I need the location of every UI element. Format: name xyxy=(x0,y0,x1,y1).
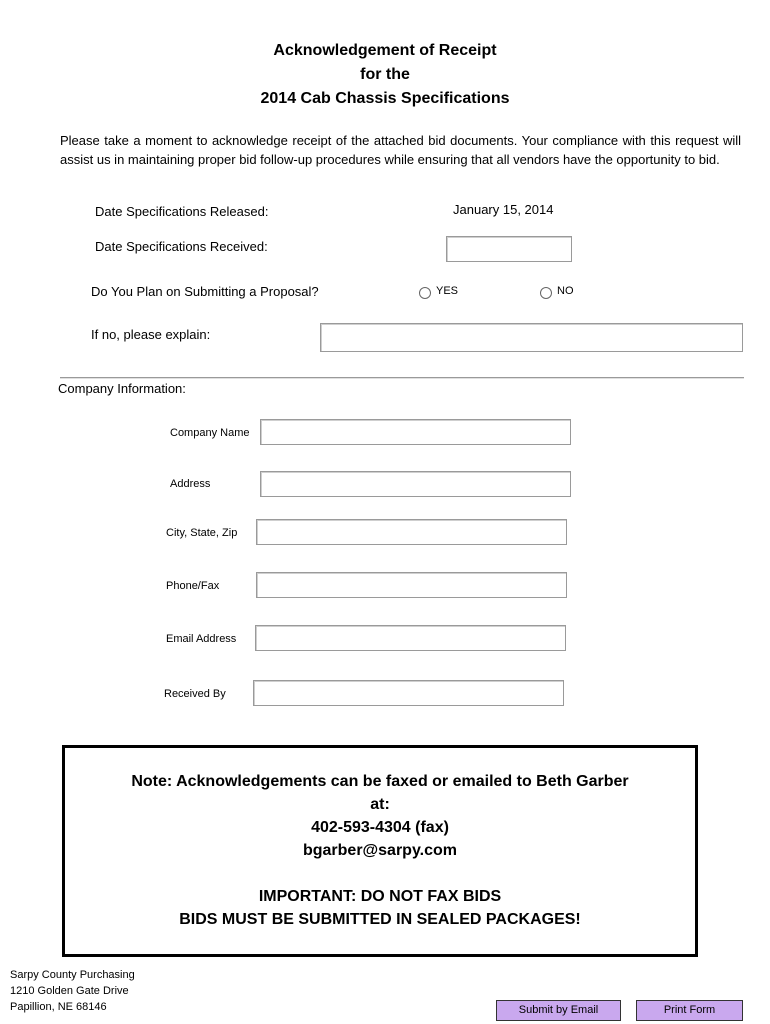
intro-paragraph: Please take a moment to acknowledge receipt of the attached bid documents. Your compliance with this request will assist us in maintaining proper bid follow-up procedures while ensuring that all vendors have the opportunity to bid. xyxy=(60,133,741,167)
city-state-zip-input[interactable] xyxy=(256,519,567,545)
note-fax: 402-593-4304 (fax) xyxy=(311,819,449,836)
received-by-input[interactable] xyxy=(253,680,564,706)
city-state-zip-label: City, State, Zip xyxy=(166,527,238,539)
note-line-1: Note: Acknowledgements can be faxed or emailed to Beth Garber xyxy=(131,773,629,790)
important-line-1: IMPORTANT: DO NOT FAX BIDS xyxy=(258,888,502,905)
note-line-2: at: xyxy=(370,796,390,813)
title-line-3: 2014 Cab Chassis Specifications xyxy=(260,90,510,107)
company-name-label: Company Name xyxy=(170,427,250,439)
print-form-button[interactable]: Print Form xyxy=(636,1000,743,1021)
note-email: bgarber@sarpy.com xyxy=(302,842,458,859)
submit-by-email-button[interactable]: Submit by Email xyxy=(496,1000,621,1021)
yes-radio[interactable] xyxy=(419,287,431,299)
company-name-input[interactable] xyxy=(260,419,571,445)
phone-fax-input[interactable] xyxy=(256,572,567,598)
footer-street: 1210 Golden Gate Drive xyxy=(10,985,129,997)
explain-label: If no, please explain: xyxy=(91,327,211,342)
footer-org: Sarpy County Purchasing xyxy=(10,969,135,981)
received-date-input[interactable] xyxy=(446,236,572,262)
address-input[interactable] xyxy=(260,471,571,497)
received-label: Date Specifications Received: xyxy=(95,239,268,254)
yes-label: YES xyxy=(436,285,459,297)
company-section-label: Company Information: xyxy=(58,381,186,396)
released-value: January 15, 2014 xyxy=(453,202,554,217)
footer-city: Papillion, NE 68146 xyxy=(10,1001,107,1013)
no-label: NO xyxy=(557,285,574,297)
address-label: Address xyxy=(170,478,211,490)
title-line-2: for the xyxy=(360,66,410,83)
explain-input[interactable] xyxy=(320,323,743,352)
section-divider xyxy=(60,377,744,379)
no-radio[interactable] xyxy=(540,287,552,299)
released-label: Date Specifications Released: xyxy=(95,204,269,219)
proposal-question: Do You Plan on Submitting a Proposal? xyxy=(91,284,319,299)
email-address-label: Email Address xyxy=(166,633,237,645)
email-address-input[interactable] xyxy=(255,625,566,651)
important-line-2: BIDS MUST BE SUBMITTED IN SEALED PACKAGES! xyxy=(179,911,581,928)
title-line-1: Acknowledgement of Receipt xyxy=(273,42,497,59)
received-by-label: Received By xyxy=(164,688,226,700)
phone-fax-label: Phone/Fax xyxy=(166,580,220,592)
